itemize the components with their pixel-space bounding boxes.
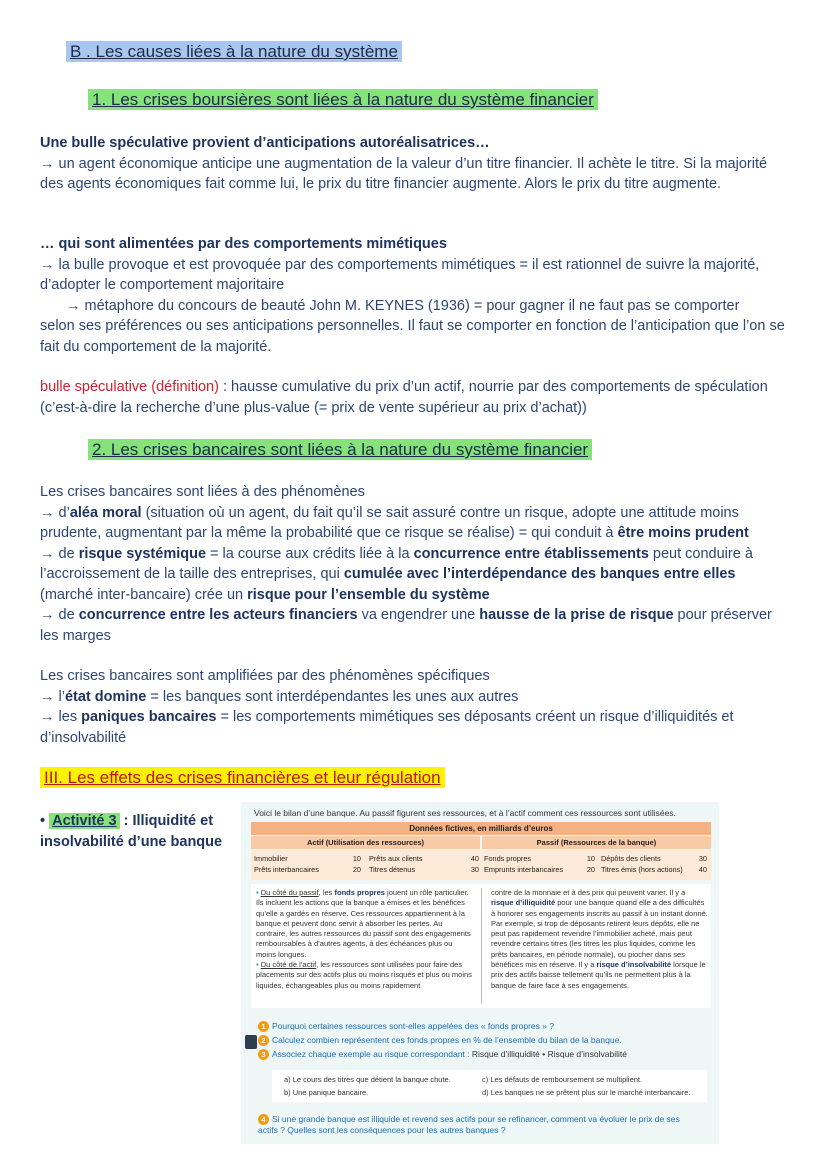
bullet: • [40,813,46,829]
table-cell: Prêts interbancaires [254,865,319,874]
table-cell: Prêts aux clients [369,854,423,863]
table-header-passif: Passif (Ressources de la banque) [482,836,711,849]
list-item: → de concurrence entre les acteurs financiers va engendrer une hausse de la prise de risque pour préserver les marges [40,607,772,644]
question-4: 4 Si une grande banque est illiquide et revend ses actifs pour se refinancer, comment va évoluer le prix de ses actifs ? Quelles sont les conséquences pour les autres banques ? [258,1114,680,1135]
definition-term: bulle spéculative (définition) [40,379,219,395]
table-title: Données fictives, en milliards d’euros [251,822,711,835]
paragraph-bubble [40,133,792,195]
paragraph-text: → un agent économique anticipe une augmentation de la valeur d’un titre financier. Il achète le titre. Si la majorité des agents économiques fait comme lui, le prix du titre financier augmente. Alors le prix du titre augmente. [40,155,768,192]
text-column-left: • Du côté du passif, les fonds propres jouent un rôle particulier. Ils incluent les actions que la banque a émises et les bénéfices qu’elle a gardés en réserve. Ces ressources appartiennent à la banque et peuvent donc servir à absorber les pertes. Au contraire, les autres ressources du passif sont des engagements remboursables à d’autres agents, à des échéances plus ou moins longues. • Du côté de l’actif, les ressources sont utilisées pour faire des placements sur des actifs plus ou moins risqués et plus ou moins liquides, échangeables plus ou moins rapidement [256,888,472,990]
table-cell: 30 [698,854,707,863]
definition-text: : hausse cumulative du prix d’un actif, nourrie par des comportements de spéculation (c’est-à-dire la recherche d’une plus-value (= prix de vente supérieur au prix d’achat)) [40,379,768,416]
paragraph-heading: Une bulle spéculative provient d’anticipations autoréalisatrices… [40,135,490,151]
subheading-1 [88,90,598,110]
paragraph-text: → la bulle provoque et est provoquée par des comportements mimétiques = il est rationnel de suivre la majorité, d’adopter le comportement majoritaire [40,256,760,293]
definition [40,377,792,418]
column-divider [481,888,482,1004]
activity-label [40,811,235,853]
table-cell: Dépôts des clients [601,854,661,863]
table-cell: Fonds propres [484,854,532,863]
answer-options [272,1070,707,1102]
paragraph-mimetic [40,234,792,357]
table-cell: Immobilier [254,854,288,863]
table-cell: 10 [586,854,595,863]
section-heading-b [66,42,402,62]
paragraph-text: selon ses préférences ou ses anticipations personnelles. Il faut se comporter en fonction de l’anticipation que l’on se fait du comportement de la majorité. [40,318,785,355]
paragraph-heading: … qui sont alimentées par des comportements mimétiques [40,236,447,252]
answer-option: b) Une panique bancaire. [284,1088,369,1097]
paragraph-bank-crises [40,482,792,646]
paragraph-intro: Les crises bancaires sont liées à des phénomènes [40,484,365,500]
balance-table [251,850,711,880]
table-cell: 40 [470,854,479,863]
table-cell: Titres émis (hors actions) [601,865,683,874]
table-header-actif: Actif (Utilisation des ressources) [251,836,480,849]
subheading-2 [88,440,592,460]
document-panel [241,802,719,1144]
table-cell: 10 [352,854,361,863]
question-1: 1 Pourquoi certaines ressources sont-elles appelées des « fonds propres » ? [258,1021,554,1032]
text-column-right: contre de la monnaie et à des prix qui peuvent varier. Il y a risque d’illiquidité pour une banque quand elle a des difficultés à honorer ses engagements inscrits au passif à un instant donné. Par exemple, si trop de déposants retirent leurs dépôts, elle ne peut pas rapidement revendre l’immobilier acheté, mais peut revendre certains titres (les titres les plus liquides, comme les prêts bancaires, en période normale), ou piocher dans ses bénéfices mis en réserve. Il y a risque d’insolvabilité lorsque le prix des actifs baisse tellement qu’ils ne permettent plus à la banque de faire face à ses engagements. [491,888,708,990]
subheading-title: 2. Les crises bancaires sont liées à la nature du système financier [88,439,592,460]
table-cell: Emprunts interbancaires [484,865,564,874]
table-cell: 20 [352,865,361,874]
subheading-title: 1. Les crises boursières sont liées à la nature du système financier [88,89,598,110]
section-title: B . Les causes liées à la nature du système [66,41,402,62]
paragraph-intro: Les crises bancaires sont amplifiées par des phénomènes spécifiques [40,668,490,684]
calculator-icon [245,1035,257,1049]
section-title: III. Les effets des crises financières et leur régulation [40,767,445,788]
document-intro: Voici le bilan d’une banque. Au passif figurent ses ressources, et à l’actif comment ces ressources sont utilisées. [254,808,676,818]
paragraph-amplified [40,666,792,748]
table-cell: 40 [698,865,707,874]
activity-title: : Illiquidité et insolvabilité d’une banque [40,813,223,850]
question-2: 2 Calculez combien représentent ces fonds propres en % de l’ensemble du bilan de la banque. [258,1035,622,1046]
answer-option: a) Le cours des titres que détient la banque chute. [284,1075,451,1084]
list-item: → l’état domine = les banques sont interdépendantes les unes aux autres [40,688,519,705]
table-cell: 20 [586,865,595,874]
list-item: → d’aléa moral (situation où un agent, du fait qu’il se sait assuré contre un risque, adopte une attitude moins prudente, augmentant par la même la probabilité que ce risque se réalise) = qui conduit à être moins prudent [40,504,749,541]
table-cell: 30 [470,865,479,874]
answer-option: d) Les banques ne se prêtent plus sur le marché interbancaire. [482,1088,691,1097]
activity-tag: Activité 3 [49,813,119,829]
question-3: 3 Associez chaque exemple au risque correspondant : Risque d’illiquidité • Risque d’insolvabilité [258,1049,627,1060]
paragraph-text: → métaphore du concours de beauté John M. KEYNES (1936) = pour gagner il ne faut pas se comporter [66,297,740,314]
list-item: → les paniques bancaires = les comportements mimétiques ses déposants créent un risque d’illiquidités et d’insolvabilité [40,709,734,746]
table-cell: Titres détenus [369,865,415,874]
answer-option: c) Les défauts de remboursement se multiplient. [482,1075,643,1084]
list-item: → de risque systémique = la course aux crédits liée à la concurrence entre établissements peut conduire à l’accroissement de la taille des entreprises, qui cumulée avec l’interdépendance des banques entre elles (marché inter-bancaire) crée un risque pour l’ensemble du système [40,545,753,603]
section-heading-3 [40,768,445,788]
